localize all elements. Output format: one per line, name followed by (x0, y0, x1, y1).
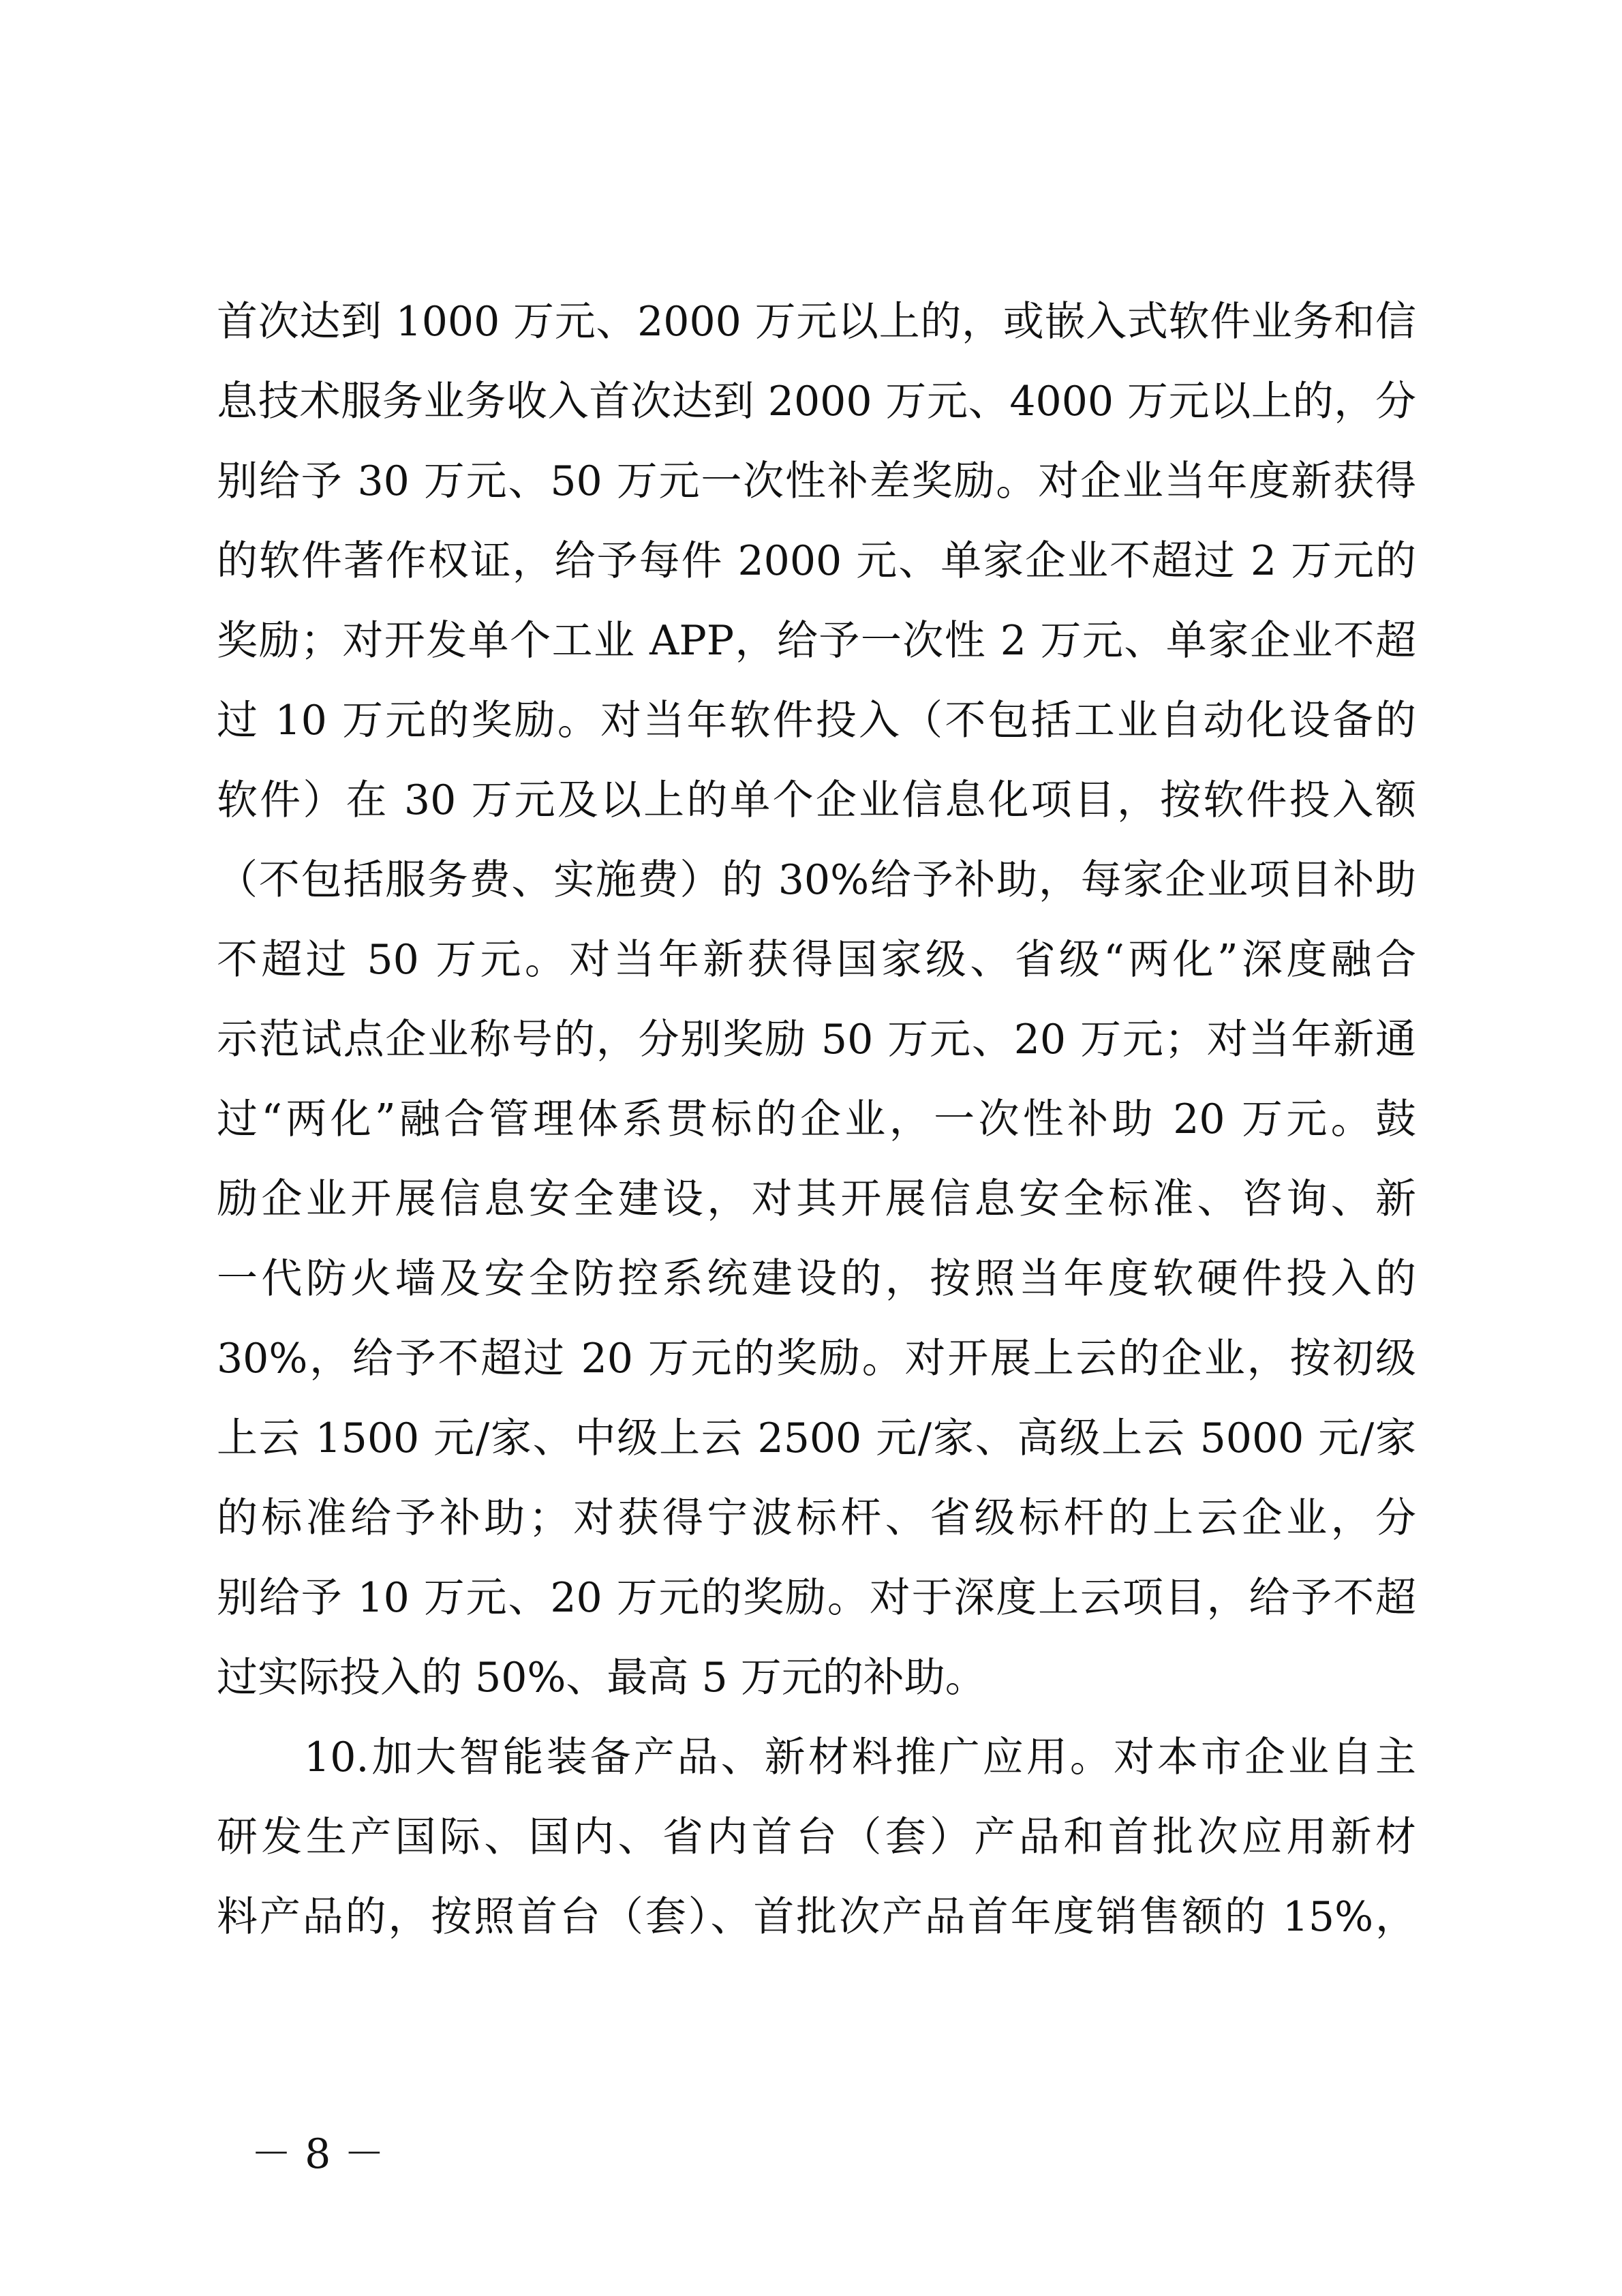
text-line: （不包括服务费、实施费）的 30%给予补助，每家企业项目补助 (217, 856, 1416, 904)
text-line: 别给予 10 万元、20 万元的奖励。对于深度上云项目，给予不超 (217, 1574, 1416, 1622)
text-line: 别给予 30 万元、50 万元一次性补差奖励。对企业当年度新获得 (217, 457, 1416, 505)
text-line: 料产品的，按照首台（套）、首批次产品首年度销售额的 15%， (217, 1893, 1416, 1941)
text-line: 示范试点企业称号的，分别奖励 50 万元、20 万元；对当年新通 (217, 1016, 1416, 1063)
text-line: 10.加大智能装备产品、新材料推广应用。对本市企业自主 (217, 1734, 1416, 1781)
body-text (217, 282, 1416, 1957)
text-line: 研发生产国际、国内、省内首台（套）产品和首批次应用新材 (217, 1813, 1416, 1861)
text-line: 不超过 50 万元。对当年新获得国家级、省级“两化”深度融合 (217, 936, 1416, 984)
text-line: 的标准给予补助；对获得宁波标杆、省级标杆的上云企业，分 (217, 1494, 1416, 1542)
text-line: 息技术服务业务收入首次达到 2000 万元、4000 万元以上的，分 (217, 378, 1416, 425)
text-line: 励企业开展信息安全建设，对其开展信息安全标准、咨询、新 (217, 1175, 1416, 1223)
text-line: 奖励；对开发单个工业 APP，给予一次性 2 万元、单家企业不超 (217, 617, 1416, 665)
text-line: 30%，给予不超过 20 万元的奖励。对开展上云的企业，按初级 (217, 1335, 1416, 1383)
text-line: 首次达到 1000 万元、2000 万元以上的，或嵌入式软件业务和信 (217, 298, 1416, 346)
page-number: － 8 － (251, 2130, 385, 2178)
text-line: 上云 1500 元/家、中级上云 2500 元/家、高级上云 5000 元/家 (217, 1415, 1416, 1462)
text-line: 过实际投入的 50%、最高 5 万元的补助。 (217, 1654, 986, 1702)
text-line: 一代防火墙及安全防控系统建设的，按照当年度软硬件投入的 (217, 1255, 1416, 1303)
text-line: 过 10 万元的奖励。对当年软件投入（不包括工业自动化设备的 (217, 697, 1416, 744)
text-line: 软件）在 30 万元及以上的单个企业信息化项目，按软件投入额 (217, 776, 1416, 824)
text-line: 的软件著作权证，给予每件 2000 元、单家企业不超过 2 万元的 (217, 537, 1416, 585)
text-line: 过“两化”融合管理体系贯标的企业，一次性补助 20 万元。鼓 (217, 1096, 1416, 1143)
